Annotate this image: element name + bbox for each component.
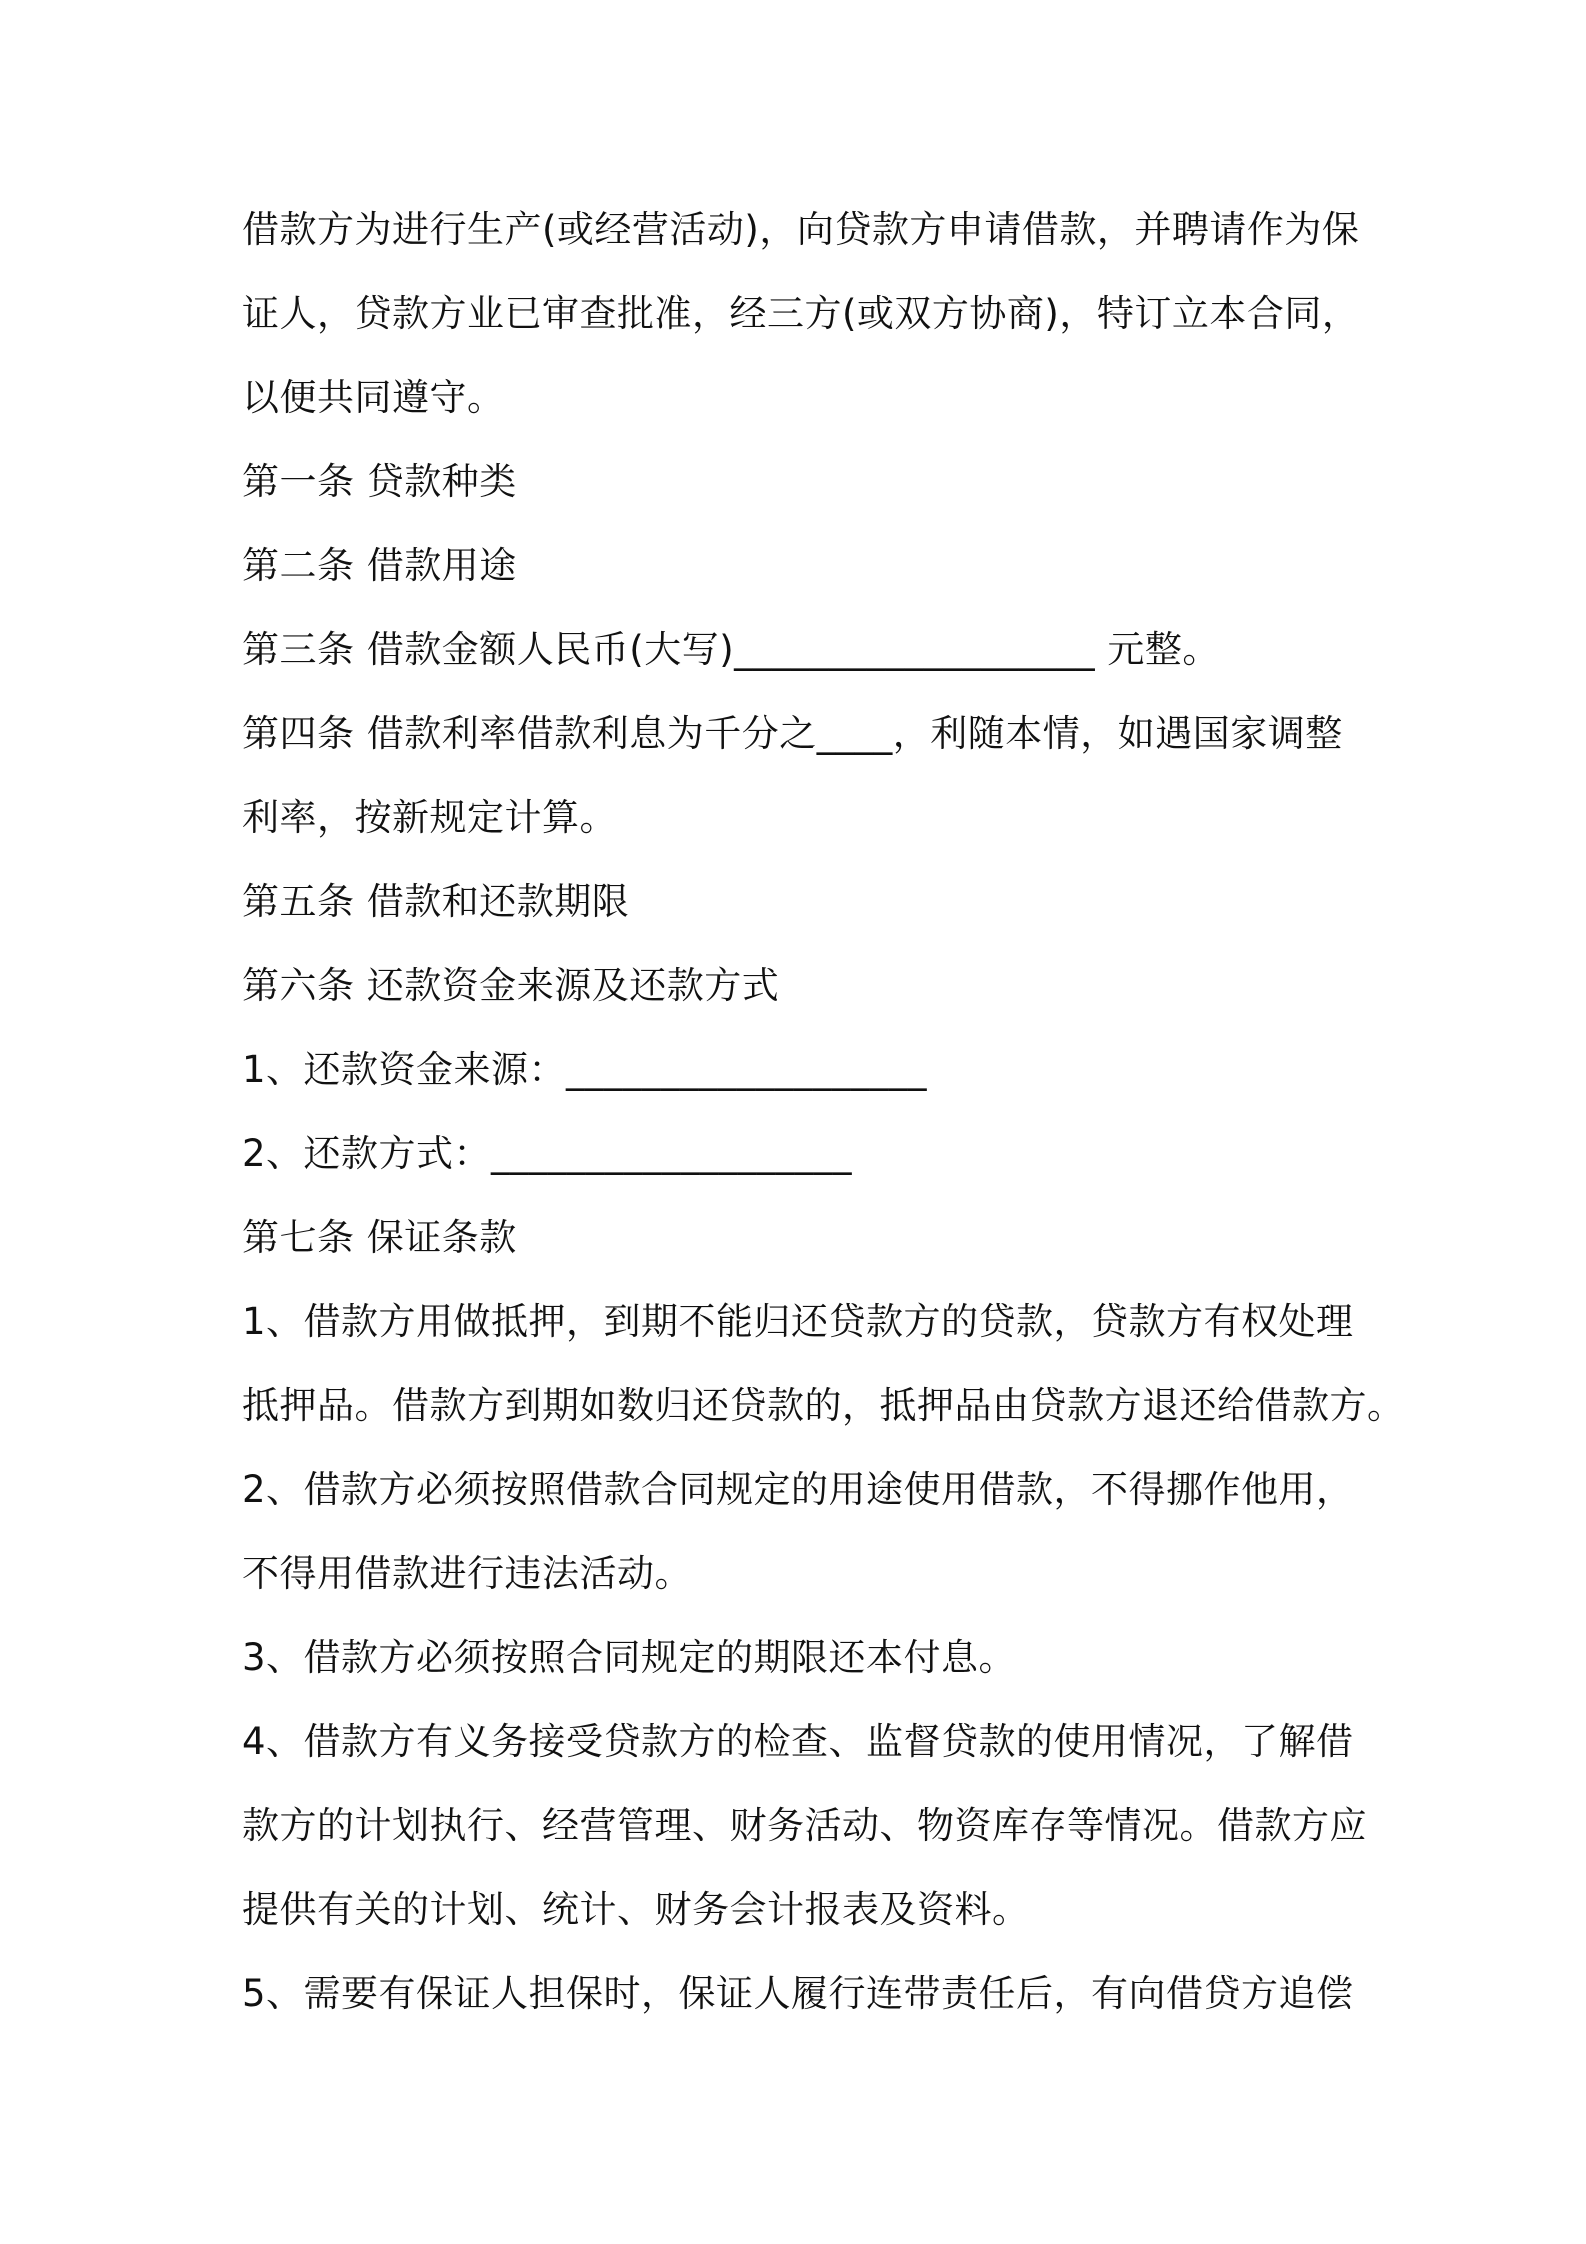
paragraph-line: 利率，按新规定计算。	[242, 796, 617, 839]
article-4-heading: 第四条 借款利率借款利息为千分之____，利随本情，如遇国家调整	[242, 712, 1343, 755]
paragraph-line: 不得用借款进行违法活动。	[242, 1552, 692, 1595]
article-1-heading: 第一条 贷款种类	[242, 460, 517, 503]
article-5-heading: 第五条 借款和还款期限	[242, 880, 630, 923]
paragraph-line: 提供有关的计划、统计、财务会计报表及资料。	[242, 1888, 1030, 1931]
list-item: 1、还款资金来源：___________________	[242, 1048, 928, 1091]
article-3-heading: 第三条 借款金额人民币(大写)___________________ 元整。	[242, 628, 1220, 671]
list-item: 2、借款方必须按照借款合同规定的用途使用借款，不得挪作他用，	[242, 1468, 1354, 1511]
paragraph-line: 借款方为进行生产(或经营活动)，向贷款方申请借款，并聘请作为保	[242, 208, 1360, 251]
list-item: 3、借款方必须按照合同规定的期限还本付息。	[242, 1636, 1017, 1679]
list-item: 5、需要有保证人担保时，保证人履行连带责任后，有向借贷方追偿	[242, 1972, 1354, 2015]
paragraph-line: 证人，贷款方业已审查批准，经三方(或双方协商)，特订立本合同，	[242, 292, 1360, 335]
article-7-heading: 第七条 保证条款	[242, 1216, 517, 1259]
list-item: 4、借款方有义务接受贷款方的检查、监督贷款的使用情况，了解借	[242, 1720, 1354, 1763]
list-item: 1、借款方用做抵押，到期不能归还贷款方的贷款，贷款方有权处理	[242, 1300, 1354, 1343]
paragraph-line: 抵押品。借款方到期如数归还贷款的，抵押品由贷款方退还给借款方。	[242, 1384, 1405, 1427]
article-2-heading: 第二条 借款用途	[242, 544, 517, 587]
paragraph-line: 款方的计划执行、经营管理、财务活动、物资库存等情况。借款方应	[242, 1804, 1367, 1847]
list-item: 2、还款方式：___________________	[242, 1132, 853, 1175]
paragraph-line: 以便共同遵守。	[242, 376, 505, 419]
document-body	[242, 196, 1405, 2044]
article-6-heading: 第六条 还款资金来源及还款方式	[242, 964, 780, 1007]
